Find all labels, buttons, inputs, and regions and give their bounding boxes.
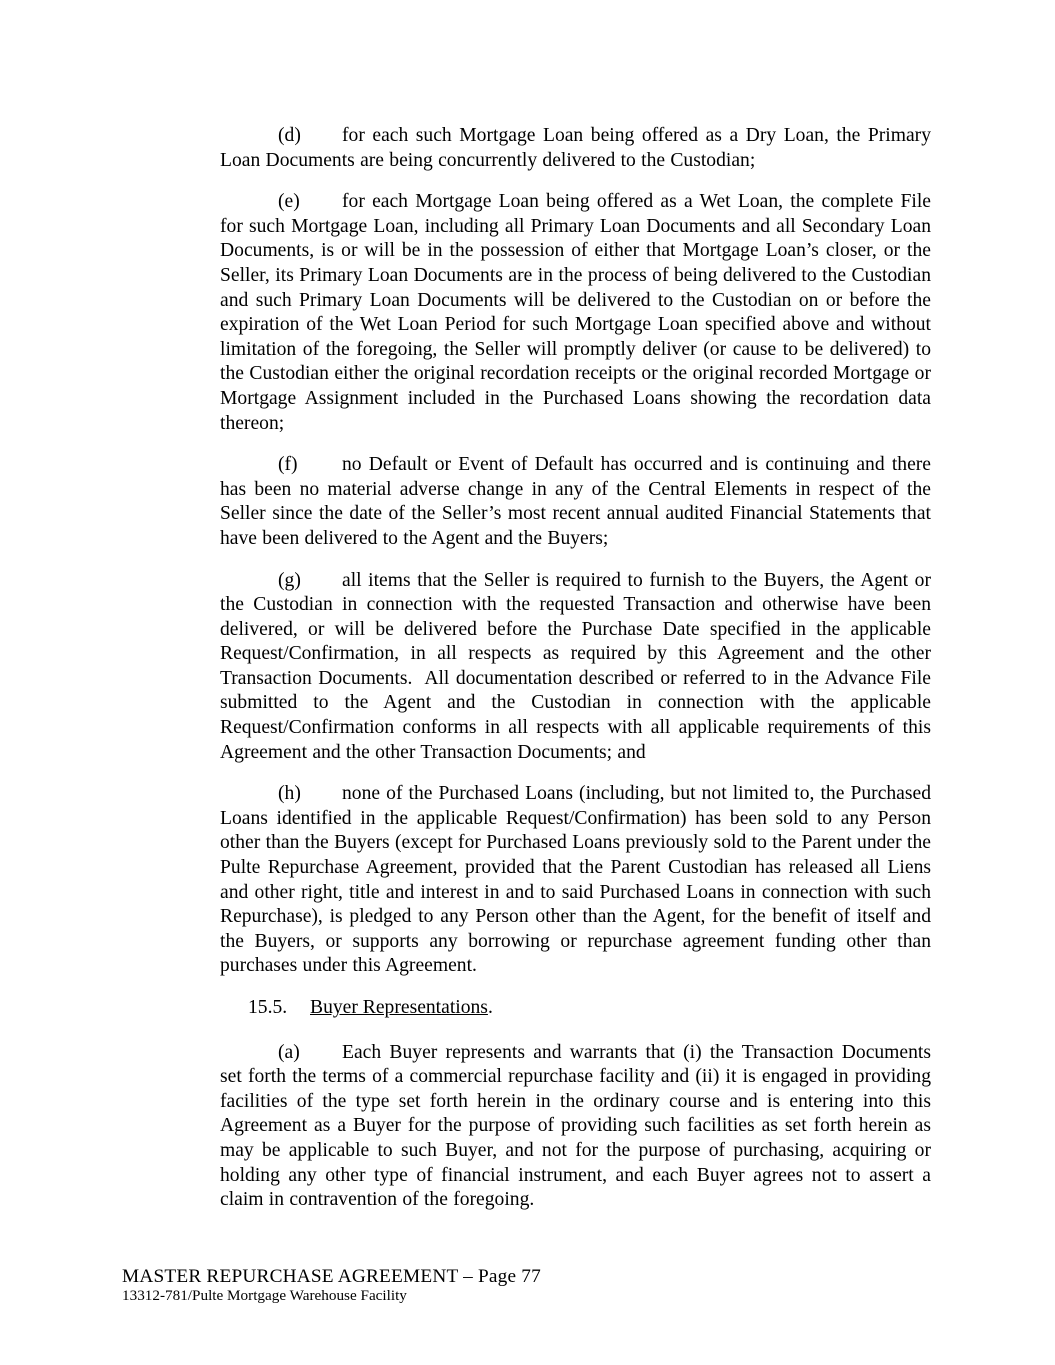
clause-h-text: none of the Purchased Loans (including, but not limited to, the Purchased Loans identified in the applicable Request/Confirmation) has been sold to any Person other than the Buyers (except for Purchased Loans previously sold to the Parent under the Pulte Repurchase Agreement, provided that the Parent Custodian has released all Liens and other right, title and interest in and to said Purchased Loans in connection with such Repurchase), is pledged to any Person other than the Agent, for the benefit of itself and the Buyers, or supports any borrowing or repurchase agreement funding other than purchases under this Agreement. — [220, 783, 931, 977]
clause-f-text: no Default or Event of Default has occurred and is continuing and there has been no material adverse change in any of the Central Elements in respect of the Seller since the date of the Seller’s most recent annual audited Financial Statements that have been delivered to the Agent and the Buyers; — [220, 454, 931, 549]
clause-d — [220, 124, 931, 173]
footer-agreement-title: MASTER REPURCHASE AGREEMENT – Page 77 — [122, 1266, 541, 1287]
section-title: Buyer Representations — [310, 997, 488, 1018]
clause-g-text: all items that the Seller is required to furnish to the Buyers, the Agent or the Custodian in connection with the requested Transaction and otherwise have been delivered, or will be delivered before the Purchase Date specified in the applicable Request/Confirmation, in all respects as required by this Agreement and the other Transaction Documents. All documentation described or referred to in the Advance File submitted to the Agent and the Custodian in connection with the applicable Request/Confirmation conforms in all respects with all applicable requirements of this Agreement and the other Transaction Documents; and — [220, 569, 931, 763]
clause-h — [220, 782, 931, 979]
clause-f-label: (f) — [278, 454, 298, 476]
clause-g-label: (g) — [278, 569, 301, 591]
document-body — [220, 124, 931, 1230]
page-footer — [122, 1266, 541, 1305]
clause-d-label: (d) — [278, 125, 301, 146]
clause-a-label: (a) — [278, 1041, 300, 1063]
section-period: . — [487, 997, 493, 1018]
clause-g — [220, 569, 931, 766]
clause-e-text: for each Mortgage Loan being offered as a Wet Loan, the complete File for such Mortgage Loan, including all Primary Loan Documents and all Secondary Loan Documents, is or will be in the possession of either that Mortgage Loan’s closer, or the Seller, its Primary Loan Documents are in the process of being delivered to the Custodian and such Primary Loan Documents will be delivered to the Custodian on or before the expiration of the Wet Loan Period for such Mortgage Loan specified above and without limitation of the foregoing, the Seller will promptly deliver (or cause to be delivered) to the Custodian either the original recordation receipts or the original recorded Mortgage or Mortgage Assignment included in the Purchased Loans showing the recordation data thereon; — [220, 191, 931, 434]
clause-e-label: (e) — [278, 191, 300, 213]
clause-d-text: for each such Mortgage Loan being offered as a Dry Loan, the Primary Loan Documents are being concurrently delivered to the Custodian; — [220, 125, 931, 171]
footer-file-reference: 13312-781/Pulte Mortgage Warehouse Facility — [122, 1287, 407, 1304]
section-heading — [220, 996, 931, 1021]
clause-e — [220, 190, 931, 436]
clause-a-text: Each Buyer represents and warrants that (i) the Transaction Documents set forth the terms of a commercial repurchase facility and (ii) it is engaged in providing facilities of the type set forth herein in the ordinary course and is entering into this Agreement as a Buyer for the purpose of providing such facilities as set forth herein as may be applicable to such Buyer, and not for the purpose of purchasing, acquiring or holding any other type of financial instrument, and each Buyer agrees not to assert a claim in contravention of the foregoing. — [220, 1041, 931, 1211]
clause-f — [220, 453, 931, 551]
clause-a — [220, 1041, 931, 1213]
section-number: 15.5. — [248, 997, 288, 1018]
clause-h-label: (h) — [278, 783, 301, 805]
